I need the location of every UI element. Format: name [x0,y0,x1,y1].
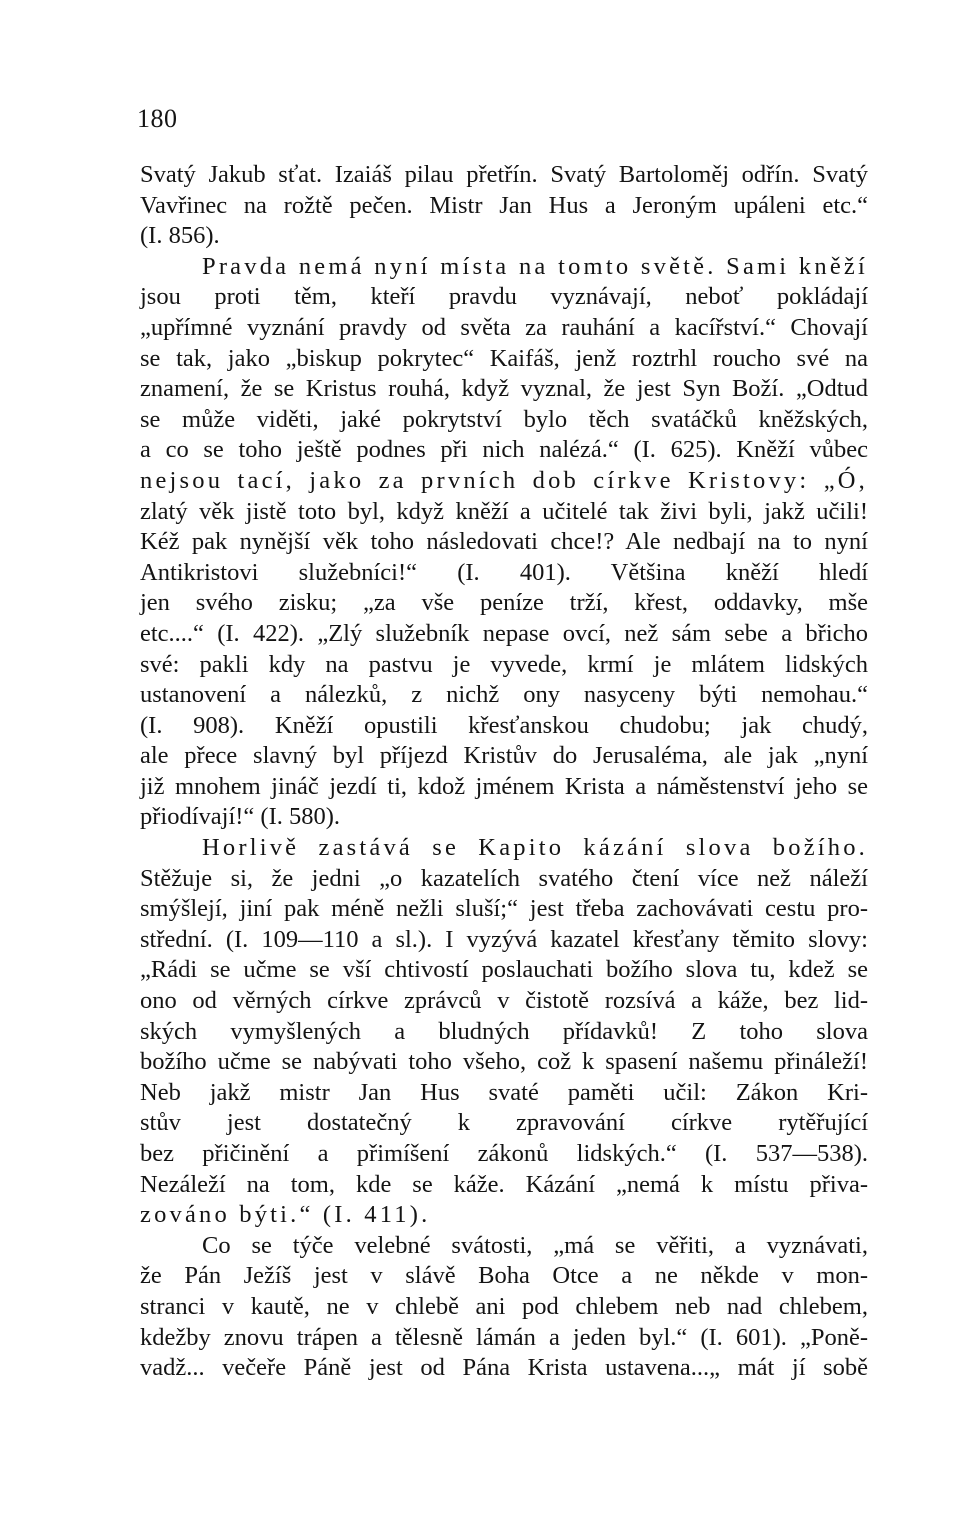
text-line: že Pán Ježíš jest v slávě Boha Otce a ne někde v mon- [140,1262,868,1290]
text-line: Vavřinec na rožtě pečen. Mistr Jan Hus a Jeroným upáleni etc.“ [140,191,868,219]
text-line: Svatý Jakub sťat. Izaiáš pilau přetřín. Svatý Bartoloměj odřín. Svatý [140,161,868,188]
text-line: své: pakli kdy na pastvu je vyvede, krmí je mlátem lidských [140,650,868,678]
text-line: Antikristovi služebníci!“ (I. 401). Většina kněží hledí [140,558,868,586]
text-line: (I. 908). Kněží opustili křesťanskou chudobu; jak chudý, [140,711,868,739]
text-line: (I. 856). [140,222,220,250]
text-line: jsou proti těm, kteří pravdu vyznávají, neboť pokládají [140,283,868,311]
text-line: jen svého zisku; „za vše peníze trží, křest, oddavky, mše [140,589,868,617]
text-line: Stěžuje si, že jedni „o kazatelích svatého čtení více než náleží [140,864,868,892]
text-line: vadž... večeře Páně jest od Pána Krista ustavena...„ mát jí sobě [140,1354,868,1382]
text-line: stranci v kautě, ne v chlebě ani pod chlebem neb nad chlebem, [140,1292,868,1320]
text-line: zlatý věk jistě toto byl, když kněží a učitelé tak živi byli, jakž učili! [140,497,868,525]
text-line: smýšlejí, jiní pak méně nežli sluší;“ jest třeba zachovávati cestu pro- [140,895,868,923]
text-line: Horlivě zastává se Kapito kázání slova božího. [202,834,868,862]
text-line: božího učme se nabývati toho všeho, což k spasení našemu přináleží! [140,1048,868,1076]
text-line: kdežby znovu trápen a tělesně lámán a jeden byl.“ (I. 601). „Poně- [140,1323,868,1351]
page-number: 180 [137,104,178,133]
text-line: etc....“ (I. 422). „Zlý služebník nepase ovcí, než sám sebe a břicho [140,619,868,647]
text-line: střední. (I. 109—110 a sl.). I vyzývá kazatel křesťany těmito slovy: [140,925,868,953]
text-line: se může viděti, jaké pokrytství bylo těch svatáčků kněžských, [140,405,868,433]
text-line: nejsou tací, jako za prvních dob církve Kristovy: „Ó, [140,466,868,494]
text-line: zováno býti.“ (I. 411). [140,1201,431,1229]
text-line: Nezáleží na tom, kde se káže. Kázání „nemá k místu přiva- [140,1170,868,1198]
text-line: „Rádi se učme se vší chtivostí poslauchati božího slova tu, kdež se [140,956,868,984]
text-line: Co se týče velebné svátosti, „má se věřiti, a vyznávati, [202,1231,868,1259]
text-line: znamení, že se Kristus rouhá, když vyznal, že jest Syn Boží. „Odtud [140,375,868,403]
text-line: bez přičinění a přimíšení zákonů lidských.“ (I. 537—538). [140,1140,868,1167]
text-line: ustanovení a nálezků, z nichž ony nasyceny býti nemohau.“ [140,681,868,709]
body-text [140,160,868,1384]
text-line: a co se toho ještě podnes při nich nalézá.“ (I. 625). Kněží vůbec [140,436,868,464]
text-line: Pravda nemá nyní místa na tomto světě. Sami kněží [202,252,868,280]
text-line: již mnohem jináč jezdí ti, kdož jménem Krista a náměstenství jeho se [140,772,868,800]
text-line: ale přece slavný byl příjezd Kristův do Jerusaléma, ale jak „nyní [140,742,868,770]
text-line: ských vymyšlených a bludných přídavků! Z toho slova [140,1017,868,1045]
text-line: „upřímné vyznání pravdy od světa za rauhání a kacířství.“ Chovají [140,313,868,341]
text-line: Kéž pak nynější věk toho následovati chce!? Ale nedbají na to nyní [140,528,868,556]
text-line: se tak, jako „biskup pokrytec“ Kaifáš, jenž roztrhl roucho své na [140,344,868,372]
text-line: ono od věrných církve zprávců v čistotě rozsívá a káže, bez lid- [140,987,868,1015]
text-line: stův jest dostatečný k zpravování církve rytěřující [140,1109,868,1137]
text-line: Neb jakž mistr Jan Hus svaté paměti učil: Zákon Kri- [140,1078,868,1106]
text-line: přiodívají!“ (I. 580). [140,803,341,831]
